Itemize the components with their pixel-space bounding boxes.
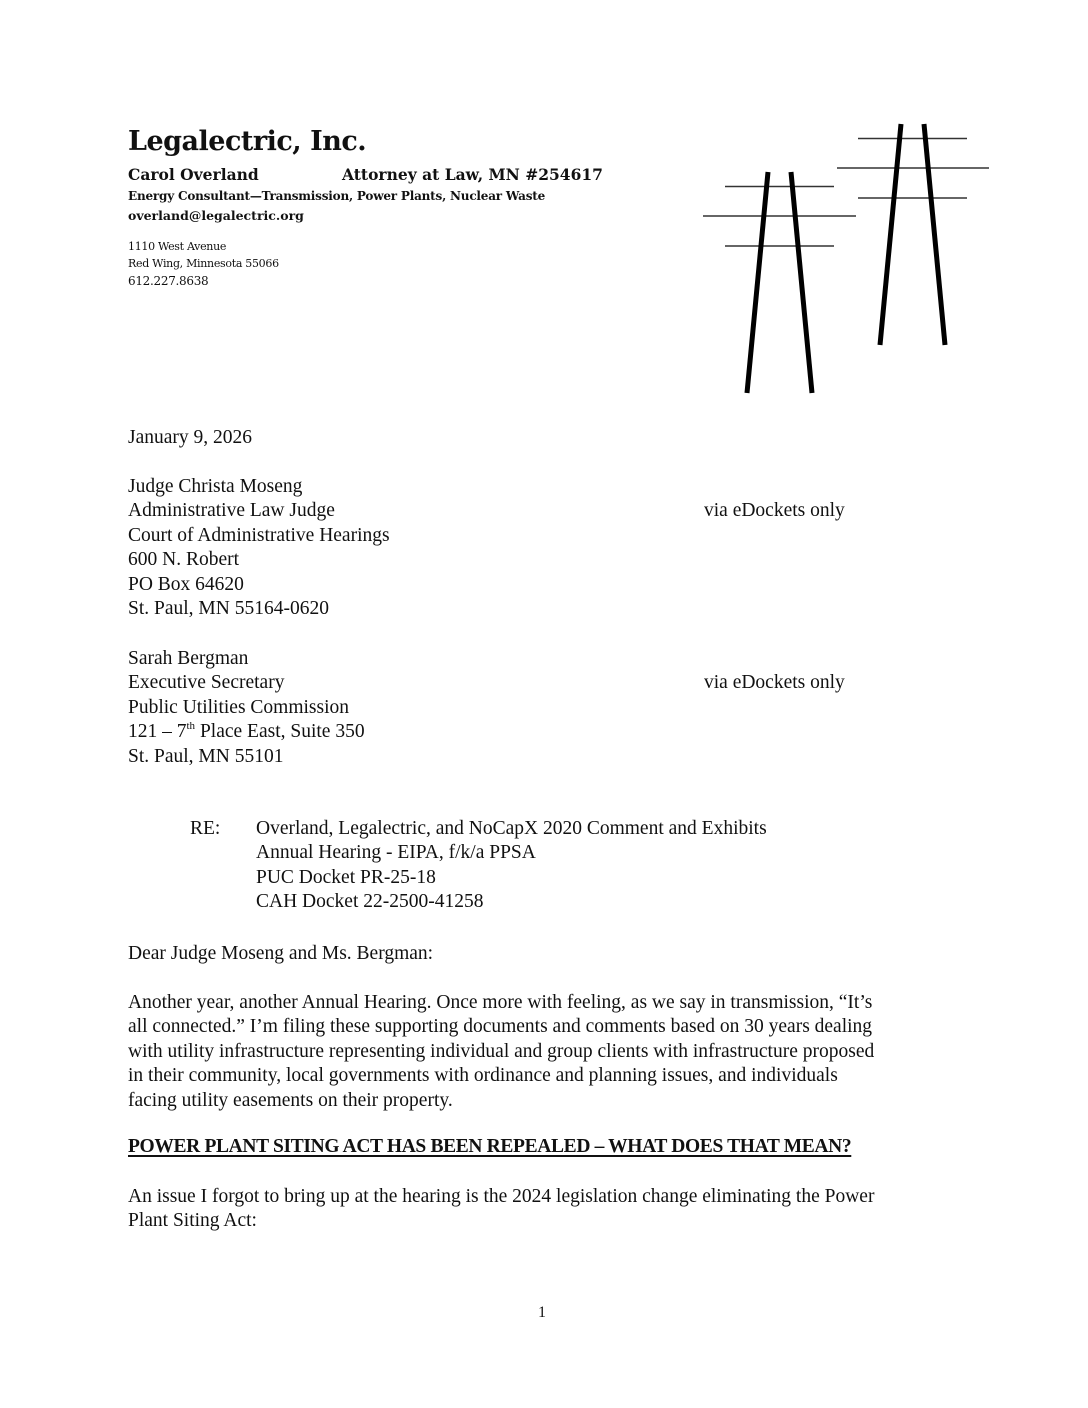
body-paragraph [128, 991, 953, 1113]
recipient-line: St. Paul, MN 55164-0620 [128, 598, 329, 620]
paragraph-line: Another year, another Annual Hearing. Once more with feeling, as we say in transmission, “It’s [128, 992, 873, 1013]
consultant-line: Energy Consultant—Transmission, Power Plants, Nuclear Waste [128, 189, 546, 203]
paragraph-line: facing utility easements on their property. [128, 1089, 453, 1111]
tower-leg [924, 124, 945, 345]
re-line: Overland, Legalectric, and NoCapX 2020 Comment and Exhibits [256, 818, 767, 839]
recipient-street: 121 – 7th Place East, Suite 350 [128, 720, 365, 743]
re-subject [256, 817, 767, 915]
salutation: Dear Judge Moseng and Ms. Bergman: [128, 943, 434, 964]
tower-leg [880, 124, 901, 345]
page-number: 1 [538, 1304, 546, 1321]
delivery-method: via eDockets only [704, 500, 845, 521]
section-heading: POWER PLANT SITING ACT HAS BEEN REPEALED – WHAT DOES THAT MEAN? [128, 1136, 852, 1157]
recipient-city: St. Paul, MN 55101 [128, 745, 284, 767]
recipient-line: Court of Administrative Hearings [128, 524, 390, 546]
paragraph-line: with utility infrastructure representing individual and group clients with infrastructure proposed [128, 1040, 875, 1062]
letter-date: January 9, 2026 [128, 427, 253, 448]
paragraph-line: An issue I forgot to bring up at the hearing is the 2024 legislation change eliminating the Power [128, 1186, 875, 1207]
tower-leg [791, 172, 812, 393]
recipient-name: Sarah Bergman [128, 648, 249, 669]
delivery-method: via eDockets only [704, 672, 845, 693]
attorney-name-row [128, 165, 603, 184]
recipient-line: Judge Christa Moseng [128, 476, 303, 497]
address-street: 1110 West Avenue [128, 240, 227, 253]
email-address: overland@legalectric.org [128, 208, 304, 223]
body-paragraph [128, 1185, 953, 1234]
re-line: PUC Docket PR-25-18 [256, 866, 436, 888]
re-line: CAH Docket 22-2500-41258 [256, 891, 484, 913]
re-line: Annual Hearing - EIPA, f/k/a PPSA [256, 842, 536, 864]
company-name: Legalectric, Inc. [128, 126, 367, 157]
right-tower [837, 124, 989, 345]
tower-leg [747, 172, 768, 393]
recipient-secretary [128, 647, 365, 769]
recipient-title: Executive Secretary [128, 672, 285, 694]
attorney-title: Attorney at Law, MN #254617 [342, 165, 603, 184]
attorney-name: Carol Overland [128, 165, 259, 184]
paragraph-line: in their community, local governments with ordinance and planning issues, and individuals [128, 1065, 838, 1087]
paragraph-line: Plant Siting Act: [128, 1210, 257, 1232]
recipient-judge [128, 475, 390, 621]
recipient-line: PO Box 64620 [128, 573, 244, 595]
recipient-org: Public Utilities Commission [128, 696, 350, 718]
re-label: RE: [190, 818, 221, 839]
recipient-line: 600 N. Robert [128, 549, 240, 571]
paragraph-line: all connected.” I’m filing these supporting documents and comments based on 30 years dealing [128, 1016, 873, 1038]
phone-number: 612.227.8638 [128, 274, 209, 288]
left-tower [703, 172, 856, 393]
address-city: Red Wing, Minnesota 55066 [128, 257, 279, 270]
recipient-line: Administrative Law Judge [128, 500, 335, 522]
